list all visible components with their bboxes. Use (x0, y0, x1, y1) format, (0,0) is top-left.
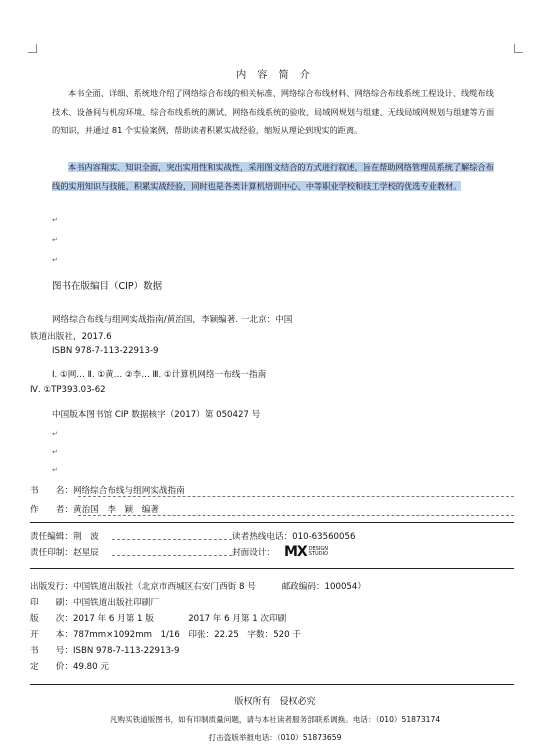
paragraph-mark: ↵ (52, 216, 58, 224)
author-row (30, 503, 159, 515)
cip-line-6: 中国版本图书馆 CIP 数据核字（2017）第 050427 号 (52, 410, 261, 420)
pub-label: 开 本： (30, 630, 73, 640)
book-title-value: 网络综合布线与组网实战指南 (72, 486, 185, 496)
author-underline (78, 515, 514, 516)
pub-label: 版 次： (30, 614, 73, 624)
printing-label: 责任印制： (30, 548, 73, 558)
pub-value: 中国铁道出版社（北京市西城区右安门西街 8 号 邮政编码：100054） (72, 582, 366, 592)
printing-underline (112, 555, 232, 556)
pub-value: ISBN 978-7-113-22913-9 (72, 646, 180, 656)
paragraph-mark: ↵ (52, 236, 58, 244)
cip-line-2: 铁道出版社，2017.6 (30, 332, 112, 342)
hotline-label: 读者热线电话： (232, 532, 293, 542)
price-row (30, 660, 109, 672)
printing-value: 赵星辰 (72, 548, 99, 558)
author-value: 黄治国 李 颖 编著 (72, 505, 159, 515)
cover-design-logo (284, 541, 328, 560)
pub-label: 定 价： (30, 662, 73, 672)
isbn-row (30, 644, 180, 656)
book-title-underline (78, 496, 514, 497)
pub-label: 印 刷： (30, 598, 73, 608)
printing-row (30, 546, 99, 558)
author-label: 作 者： (30, 505, 73, 515)
printer-row (30, 596, 159, 608)
mx-logo-sub: DESIGN STUDIO (308, 545, 329, 557)
paragraph-mark: ↵ (52, 448, 58, 456)
pub-value: 中国铁道出版社印刷厂 (72, 598, 159, 608)
intro-paragraph-1: 本书全面、详细、系统地介绍了网络综合布线的相关标准、网络综合布线材料、网络综合布线系统工程设计、线缆布线技术、设备间与机房环境、综合布线系统的测试、网络布线系统的验收、局域网规划与组建、无线局域网规划与组建等方面的知识，并通过 81 个实验案例，帮助读者积累实战经验，缩短从理论到现实的距离。 (52, 88, 495, 135)
cip-line-4: Ⅰ. ①网… Ⅱ. ①黄… ②李… Ⅲ. ①计算机网络一布线一指南 (52, 370, 267, 380)
intro-title: 内 容 简 介 (236, 70, 314, 81)
intro-paragraph-2[interactable] (52, 158, 496, 195)
divider-line (30, 684, 514, 685)
editor-value: 荆 波 (72, 532, 99, 542)
pub-value: 2017 年 6 月第 1 版 2017 年 6 月第 1 次印刷 (72, 614, 287, 624)
piracy-report: 打击盗版举报电话：（010）51873659 (208, 733, 342, 742)
selected-text[interactable]: 本书内容翔实、知识全面，突出实用性和实战性，采用图文结合的方式进行叙述，旨在帮助网络管理员系统了解综合布线的实用知识与技能，积累实战经验，同时也是各类计算机培训中心、中等职业学校和技工学校的优选专业教材。 (52, 162, 494, 191)
cip-line-3: ISBN 978-7-113-22913-9 (52, 346, 159, 356)
divider-line (30, 522, 514, 523)
paragraph-mark: ↵ (52, 430, 58, 438)
editor-row (30, 530, 99, 542)
book-title-row (30, 484, 185, 496)
publisher-row (30, 580, 366, 592)
rights-notice: 版权所有 侵权必究 (234, 697, 316, 707)
cip-line-5: Ⅳ. ①TP393.03-62 (30, 385, 106, 395)
paragraph-mark: ↵ (52, 466, 58, 474)
pub-label: 出版发行： (30, 582, 73, 592)
hotline-value: 010-63560056 (292, 532, 356, 542)
book-title-label: 书 名： (30, 486, 73, 496)
cover-design-label: 封面设计： (232, 548, 275, 558)
pub-value: 49.80 元 (72, 662, 109, 672)
format-row (30, 628, 301, 640)
edition-row (30, 612, 286, 624)
editor-label: 责任编辑： (30, 532, 73, 542)
cip-heading: 图书在版编目（CIP）数据 (52, 281, 163, 292)
crop-mark-top-left (28, 44, 37, 53)
divider-line (30, 568, 514, 569)
cip-line-1: 网络综合布线与组网实战指南/黄治国，李颖编著. 一北京：中国 (52, 315, 293, 325)
quality-notice: 凡购买铁道版图书，如有印制质量问题，请与本社读者服务部联系调换。电话：（010）51873174 (109, 715, 441, 724)
mx-logo-mark: MX (284, 544, 307, 560)
crop-mark-top-right (514, 44, 523, 53)
editor-underline (112, 539, 232, 540)
paragraph-mark: ↵ (52, 256, 58, 264)
pub-value: 787mm×1092mm 1/16 印张：22.25 字数：520 千 (72, 630, 301, 640)
pub-label: 书 号： (30, 646, 73, 656)
